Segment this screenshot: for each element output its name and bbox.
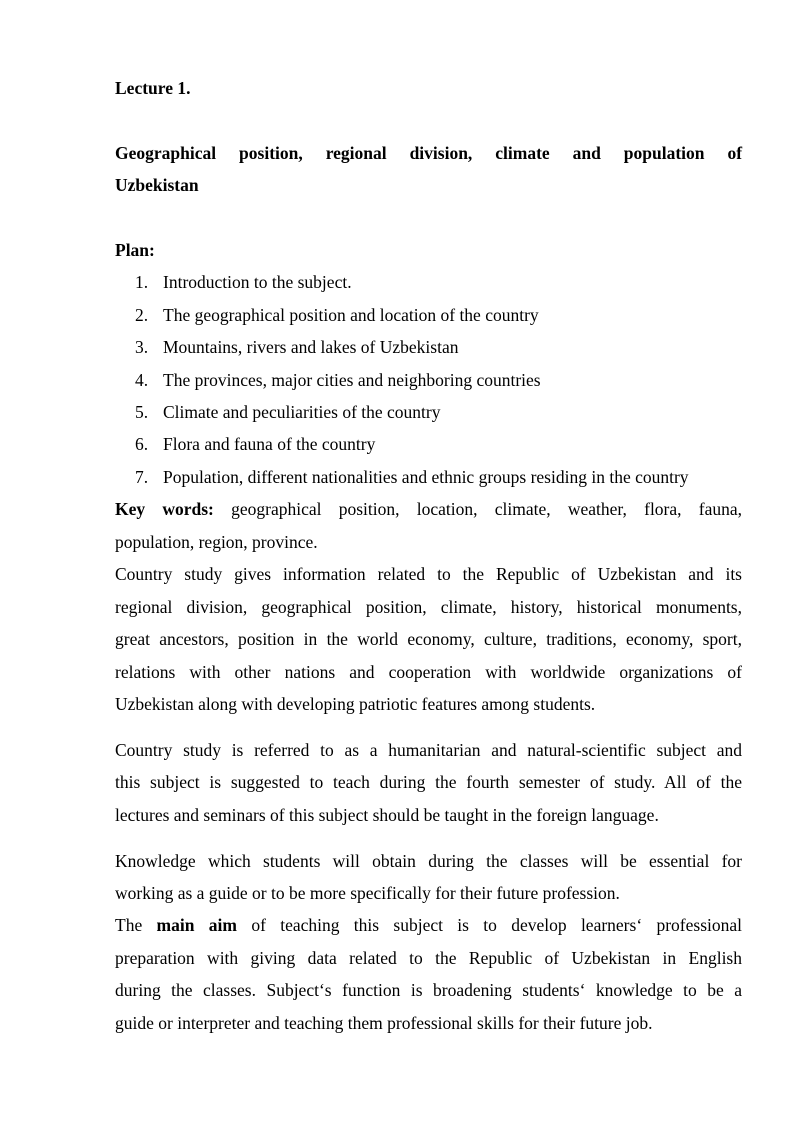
paragraph-1-line: Country study gives information related to the Republic of Uzbekistan and its bbox=[115, 564, 742, 584]
title-line-1 bbox=[115, 143, 742, 163]
title-word: and bbox=[572, 143, 601, 163]
plan-item-text: Introduction to the subject. bbox=[163, 272, 352, 292]
paragraph-1-line: great ancestors, position in the world economy, culture, traditions, economy, sport, bbox=[115, 629, 742, 649]
plan-item bbox=[135, 272, 352, 292]
plan-item-text: Climate and peculiarities of the country bbox=[163, 402, 441, 422]
paragraph-2-line: lectures and seminars of this subject should be taught in the foreign language. bbox=[115, 805, 659, 825]
paragraph-3-line: Knowledge which students will obtain during the classes will be essential for bbox=[115, 851, 742, 871]
keywords-line-1 bbox=[115, 499, 742, 519]
plan-item bbox=[135, 467, 689, 487]
paragraph-3-line: working as a guide or to be more specifically for their future profession. bbox=[115, 883, 620, 903]
plan-item-number: 6. bbox=[135, 434, 149, 454]
title-word: division, bbox=[409, 143, 473, 163]
plan-item-number: 4. bbox=[135, 370, 149, 390]
plan-item-number: 2. bbox=[135, 305, 149, 325]
title-word: position, bbox=[239, 143, 303, 163]
plan-item bbox=[135, 434, 375, 454]
plan-item-text: Population, different nationalities and ethnic groups residing in the country bbox=[163, 467, 689, 487]
plan-item-number: 3. bbox=[135, 337, 149, 357]
paragraph-1-line: regional division, geographical position, climate, history, historical monuments, bbox=[115, 597, 742, 617]
plan-heading: Plan: bbox=[115, 240, 155, 260]
plan-item bbox=[135, 370, 541, 390]
plan-item-number: 7. bbox=[135, 467, 149, 487]
plan-item-number: 1. bbox=[135, 272, 149, 292]
plan-item bbox=[135, 305, 539, 325]
title-word: regional bbox=[325, 143, 387, 163]
plan-item bbox=[135, 402, 440, 422]
title-word: climate bbox=[495, 143, 550, 163]
paragraph-4-line: guide or interpreter and teaching them professional skills for their future job. bbox=[115, 1013, 653, 1033]
plan-item-number: 5. bbox=[135, 402, 149, 422]
lecture-label: Lecture 1. bbox=[115, 78, 191, 98]
keywords-line-2: population, region, province. bbox=[115, 532, 318, 552]
paragraph-1-line: Uzbekistan along with developing patriotic features among students. bbox=[115, 694, 596, 714]
title-line-2: Uzbekistan bbox=[115, 175, 199, 195]
paragraph-1-line: relations with other nations and cooperation with worldwide organizations of bbox=[115, 662, 742, 682]
paragraph-4-line bbox=[115, 915, 742, 935]
plan-item-text: Mountains, rivers and lakes of Uzbekistan bbox=[163, 337, 459, 357]
keywords-text: geographical position, location, climate, weather, flora, fauna, bbox=[231, 499, 742, 519]
main-aim-emphasis: main aim bbox=[156, 915, 237, 935]
title-word: population bbox=[623, 143, 705, 163]
paragraph-4-suffix: of teaching this subject is to develop learners‘ professional bbox=[251, 915, 742, 935]
plan-item bbox=[135, 337, 458, 357]
paragraph-2-line: this subject is suggested to teach during the fourth semester of study. All of the bbox=[115, 772, 742, 792]
plan-item-text: The provinces, major cities and neighboring countries bbox=[163, 370, 541, 390]
paragraph-2-line: Country study is referred to as a humanitarian and natural-scientific subject and bbox=[115, 740, 742, 760]
plan-item-text: The geographical position and location of the country bbox=[163, 305, 539, 325]
keywords-label: Key words: bbox=[115, 499, 214, 519]
paragraph-4-line: preparation with giving data related to the Republic of Uzbekistan in English bbox=[115, 948, 742, 968]
title-word: of bbox=[727, 143, 743, 163]
plan-item-text: Flora and fauna of the country bbox=[163, 434, 376, 454]
paragraph-4-prefix: The bbox=[115, 915, 143, 935]
paragraph-4-line: during the classes. Subject‘s function is broadening students‘ knowledge to be a bbox=[115, 980, 742, 1000]
title-word: Geographical bbox=[115, 143, 217, 163]
